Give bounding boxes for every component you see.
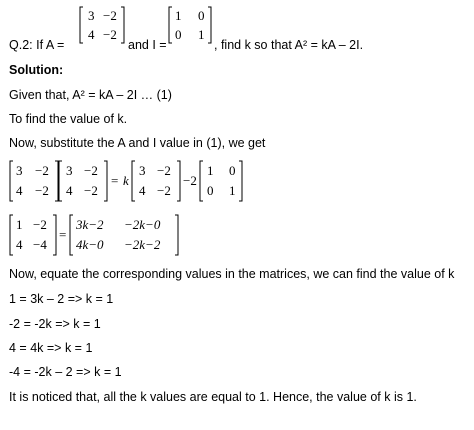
eq1-m2-12: −2: [84, 163, 98, 178]
equation-2: [9, 214, 209, 256]
to-find-line: To find the value of k.: [9, 112, 128, 126]
eq1-m3-11: 3: [139, 163, 146, 178]
substitute-line: Now, substitute the A and I value in (1), we get: [9, 136, 266, 150]
eq1-m4-21: 0: [207, 183, 214, 198]
given-line: Given that, A² = kA – 2I … (1): [9, 88, 172, 102]
matrix-a-12: −2: [103, 8, 117, 23]
eq2-m2-12: −2k−0: [124, 217, 161, 232]
eq1-m2-11: 3: [66, 163, 73, 178]
eq1-minus2: −2: [183, 173, 197, 188]
matrix-i-22: 1: [198, 27, 205, 42]
eq1-m1-21: 4: [16, 183, 23, 198]
eq1-m1-12: −2: [35, 163, 49, 178]
eq2-equals: =: [59, 227, 67, 242]
eq2-m1-12: −2: [33, 217, 47, 232]
matrix-brackets: [79, 6, 125, 44]
eq1-m3-21: 4: [139, 183, 146, 198]
eq1-m2-21: 4: [66, 183, 73, 198]
matrix-i: [168, 6, 212, 44]
equation-line-4: -4 = -2k – 2 => k = 1: [9, 365, 122, 379]
question-prefix: Q.2: If A =: [9, 38, 65, 52]
eq2-m1-22: −4: [33, 237, 47, 252]
eq2-m1-21: 4: [16, 237, 23, 252]
equation-2-svg: [9, 214, 209, 256]
eq1-m1-11: 3: [16, 163, 23, 178]
matrix-i-11: 1: [175, 8, 182, 23]
eq1-m1-22: −2: [35, 183, 49, 198]
eq2-m2-21: 4k−0: [76, 237, 104, 252]
question-and-text: and I =: [128, 38, 167, 52]
eq1-m4-22: 1: [229, 183, 236, 198]
eq1-equals: =: [111, 173, 119, 188]
eq1-m2-22: −2: [84, 183, 98, 198]
eq2-m2-11: 3k−2: [76, 217, 104, 232]
eq1-k: k: [123, 173, 129, 188]
eq2-m1-11: 1: [16, 217, 23, 232]
matrix-a: [79, 6, 125, 44]
equation-line-2: -2 = -2k => k = 1: [9, 317, 101, 331]
eq1-m4-12: 0: [229, 163, 236, 178]
eq1-m3-22: −2: [157, 183, 171, 198]
matrix-i-21: 0: [175, 27, 182, 42]
matrix-i-12: 0: [198, 8, 205, 23]
eq1-m3-12: −2: [157, 163, 171, 178]
matrix-a-11: 3: [88, 8, 95, 23]
equation-line-1: 1 = 3k – 2 => k = 1: [9, 292, 114, 306]
matrix-brackets: [168, 6, 212, 44]
question-suffix: , find k so that A² = kA – 2I.: [214, 38, 364, 52]
equate-line: Now, equate the corresponding values in the matrices, we can find the value of k: [9, 267, 455, 281]
eq2-m2-22: −2k−2: [124, 237, 161, 252]
conclusion-line: It is noticed that, all the k values are equal to 1. Hence, the value of k is 1.: [9, 390, 417, 404]
eq1-m4-11: 1: [207, 163, 214, 178]
equation-1-svg: [9, 160, 249, 202]
matrix-a-22: −2: [103, 27, 117, 42]
solution-heading: Solution:: [9, 63, 64, 77]
matrix-a-21: 4: [88, 27, 95, 42]
equation-1: [9, 160, 249, 202]
equation-line-3: 4 = 4k => k = 1: [9, 341, 93, 355]
